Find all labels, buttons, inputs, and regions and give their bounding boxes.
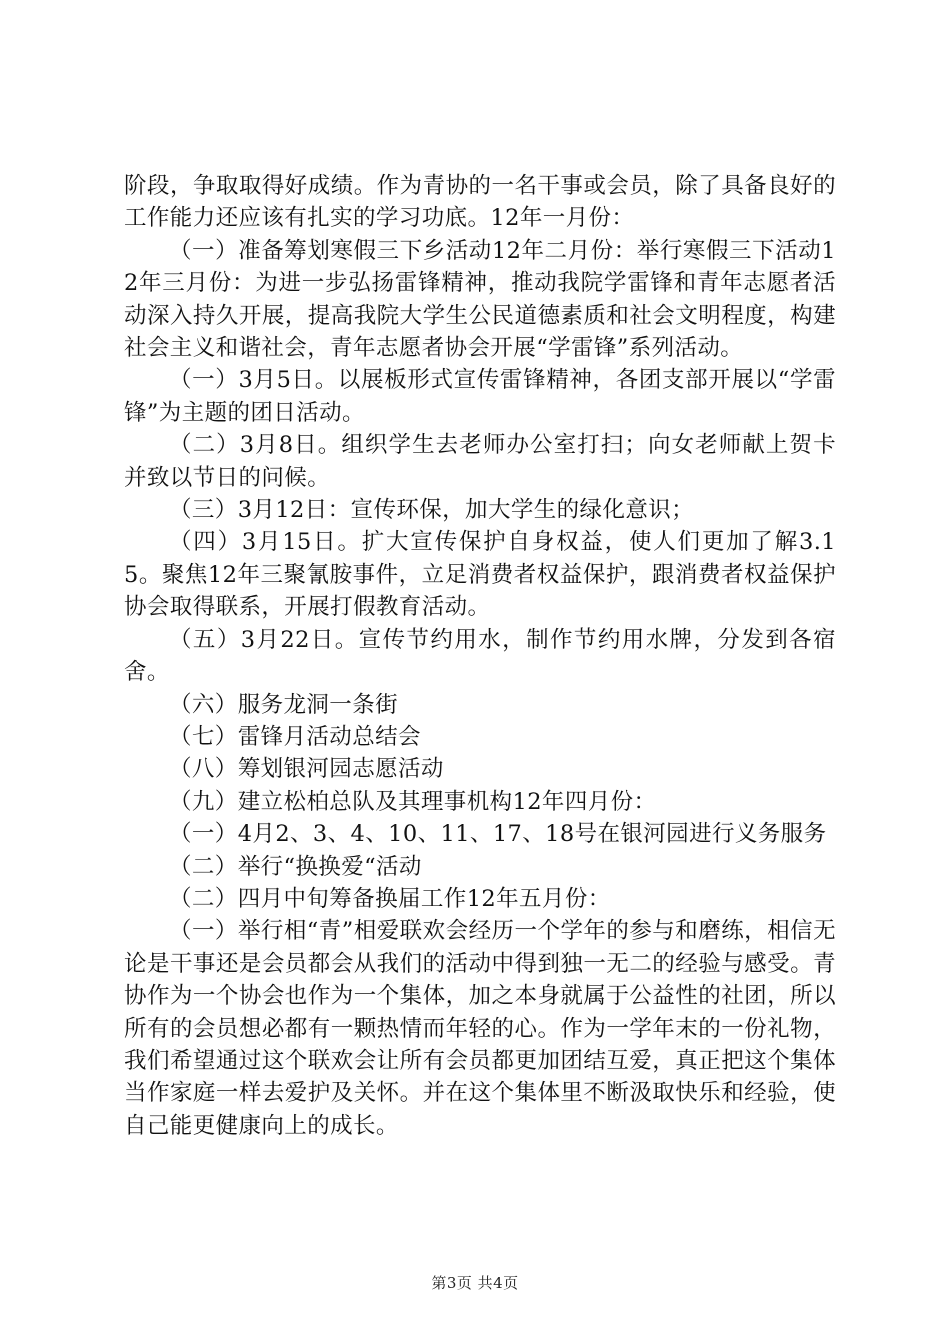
paragraph-11: （一）4月2、3、4、10、11、17、18号在银河园进行义务服务 bbox=[169, 821, 827, 848]
paragraph-5: （四）3月15日。扩大宣传保护自身权益，使人们更加了解3.15。聚焦12年三聚氰胺事件，立足消费者权益保护，跟消费者权益保护协会取得联系，开展打假教育活动。 bbox=[124, 529, 836, 621]
paragraph-2: （一）3月5日。以展板形式宣传雷锋精神，各团支部开展以“学雷锋”为主题的团日活动。 bbox=[124, 367, 836, 426]
paragraph-7: （六）服务龙洞一条街 bbox=[169, 691, 399, 718]
paragraph-8: （七）雷锋月活动总结会 bbox=[169, 723, 421, 750]
paragraph-13: （二）四月中旬筹备换届工作12年五月份： bbox=[169, 885, 611, 912]
page-number-footer: 第3页 共4页 bbox=[431, 1274, 519, 1292]
paragraph-3: （二）3月8日。组织学生去老师办公室打扫；向女老师献上贺卡并致以节日的问候。 bbox=[124, 432, 836, 491]
paragraph-12: （二）举行“换换爱“活动 bbox=[169, 853, 422, 880]
paragraph-0: 阶段，争取取得好成绩。作为青协的一名干事或会员，除了具备良好的工作能力还应该有扎实的学习功底。12年一月份： bbox=[124, 173, 836, 232]
paragraph-10: （九）建立松柏总队及其理事机构12年四月份： bbox=[169, 788, 657, 815]
paragraph-1: （一）准备筹划寒假三下乡活动12年二月份：举行寒假三下活动12年三月份：为进一步弘扬雷锋精神，推动我院学雷锋和青年志愿者活动深入持久开展，提高我院大学生公民道德素质和社会文明程度，构建社会主义和谐社会，青年志愿者协会开展“学雷锋”系列活动。 bbox=[124, 237, 836, 362]
paragraph-14: （一）举行相“青”相爱联欢会经历一个学年的参与和磨练，相信无论是干事还是会员都会从我们的活动中得到独一无二的经验与感受。青协作为一个协会也作为一个集体，加之本身就属于公益性的社团，所以所有的会员想必都有一颗热情而年轻的心。作为一学年末的一份礼物，我们希望通过这个联欢会让所有会员都更加团结互爱，真正把这个集体当作家庭一样去爱护及关怀。并在这个集体里不断汲取快乐和经验，使自己能更健康向上的成长。 bbox=[124, 918, 836, 1139]
paragraph-4: （三）3月12日：宣传环保，加大学生的绿化意识； bbox=[169, 497, 695, 524]
document-body bbox=[124, 170, 836, 1142]
paragraph-6: （五）3月22日。宣传节约用水，制作节约用水牌，分发到各宿舍。 bbox=[124, 626, 836, 686]
paragraph-9: （八）筹划银河园志愿活动 bbox=[169, 756, 444, 783]
